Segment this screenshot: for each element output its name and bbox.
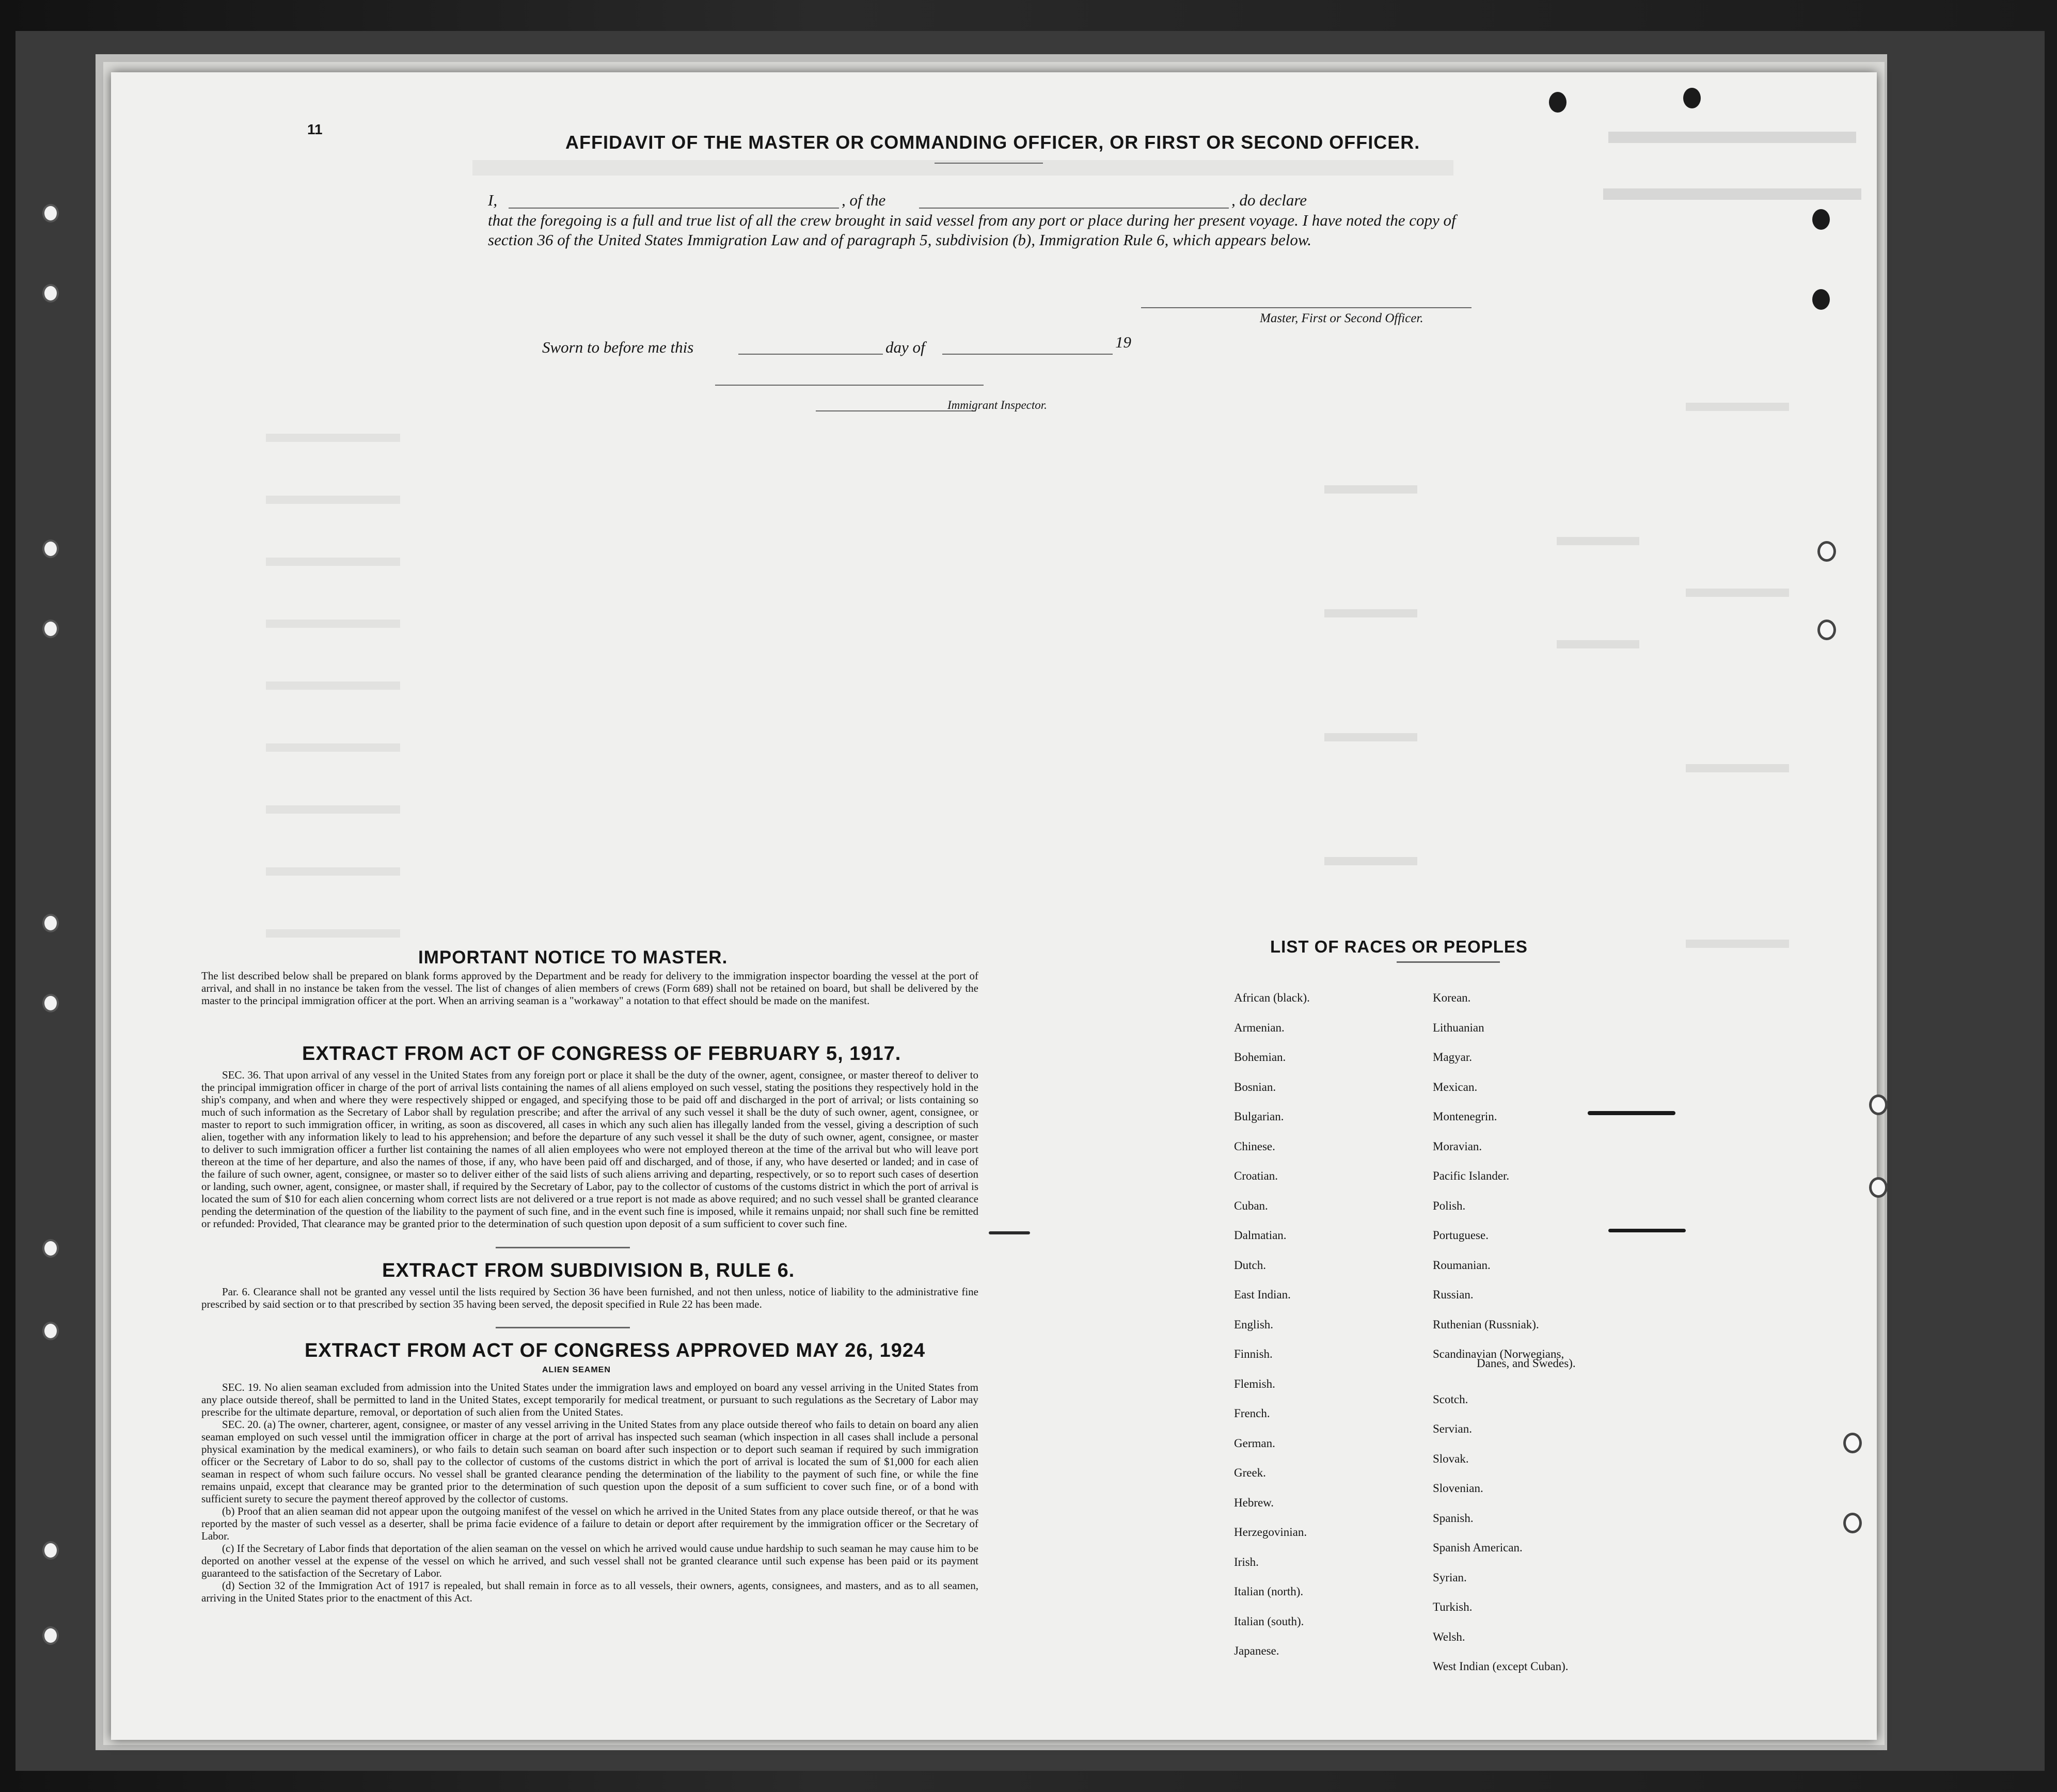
- sec-20a: SEC. 20. (a) The owner, charterer, agent, consignee, or master of any vessel arriving in the United States from any place outside thereof who fails to detain on board any alien seaman employed on such vessel until the immigration officer in charge at the port of arrival has inspected such seaman (which inspection in all cases shall include a personal physical examination by the medical examiners), or who fails to detain such seaman on board after such inspection or to deport such seaman if required by such immigration officer or the Secretary of Labor to do so, shall pay to the collector of customs of the customs district in which the port of arrival is located the sum of $1,000 for each alien seaman in respect of whom such failure occurs. No vessel shall be granted clearance pending the determination of the liability to the payment of such fine, or while the fine remains unpaid, except that clearance may be granted prior to the determination of such question upon the deposit of a sum sufficient to cover such fine, or of a bond with sufficient surety to secure the payment thereof approved by the collector of customs.: [201, 1418, 978, 1505]
- race-item: Spanish American.: [1433, 1541, 1523, 1554]
- race-item: Bosnian.: [1234, 1080, 1276, 1093]
- bleed-mark: [1686, 764, 1789, 772]
- race-item: Italian (north).: [1234, 1585, 1304, 1598]
- race-item: Mexican.: [1433, 1080, 1478, 1093]
- race-item: Spanish.: [1433, 1511, 1474, 1525]
- binder-hole: [42, 1322, 59, 1340]
- bleed-mark: [1324, 609, 1417, 617]
- sworn-label: Sworn to before me this: [542, 338, 694, 356]
- sec-20d: (d) Section 32 of the Immigration Act of 1917 is repealed, but shall remain in force as to all vessels, their owners, agents, consignees, and masters, and as to all seamen, arriving in the United States prior to the enactment of this Act.: [201, 1579, 978, 1604]
- race-item: African (black).: [1234, 991, 1310, 1004]
- race-item: Pacific Islander.: [1433, 1169, 1510, 1182]
- race-item: Ruthenian (Russniak).: [1433, 1318, 1539, 1331]
- extract-1924-subtitle: ALIEN SEAMEN: [542, 1366, 611, 1374]
- race-item: Chinese.: [1234, 1139, 1275, 1153]
- ink-smudge: [1588, 1111, 1675, 1115]
- manifest-page: [111, 72, 1877, 1740]
- race-item: Finnish.: [1234, 1347, 1273, 1360]
- binder-hole: [42, 994, 59, 1012]
- divider: [496, 1327, 630, 1328]
- punch-hole: [1812, 289, 1830, 310]
- bleed-mark: [266, 743, 400, 752]
- extract-1924-title: EXTRACT FROM ACT OF CONGRESS APPROVED MAY 26, 1924: [305, 1340, 926, 1361]
- race-item: French.: [1234, 1407, 1270, 1420]
- binder-hole: [42, 914, 59, 932]
- bleed-mark: [1686, 403, 1789, 411]
- do-declare-label: , do declare: [1231, 191, 1307, 209]
- binder-hole: [42, 284, 59, 303]
- binder-hole: [42, 1239, 59, 1258]
- race-item: Herzegovinian.: [1234, 1526, 1307, 1539]
- sec-20b: (b) Proof that an alien seaman did not appear upon the outgoing manifest of the vessel on which he arrived in the United States from any place outside thereof, or that he was reported by the master of such vessel as a deserter, shall be prima facie evidence of a failure to detain or deport after requirement by the immigration officer or the Secretary of Labor.: [201, 1505, 978, 1542]
- extract-1917-body: SEC. 36. That upon arrival of any vessel in the United States from any foreign port or place it shall be the duty of the owner, agent, consignee, or master thereof to deliver to the principal immigration officer in charge of the port of arrival lists containing the names of all aliens employed on such vessel, stating the positions they respectively hold in the ship's company, and when and where they were respectively shipped or engaged, and specifying those to be paid off and discharged in the port of arrival; or lists containing so much of such information as the Secretary of Labor shall by regulation prescribe; and after the arrival of any such vessel it shall be the duty of such owner, agent, consignee, or master to report to such immigration officer, in writing, as soon as discovered, all cases in which any such alien has illegally landed from the vessel, giving a description of such alien, together with any information likely to lead to his apprehension; and before the departure of any such vessel it shall be the duty of such owner, agent, consignee, or master to deliver to such immigration officer a further list containing the names of all alien employees who were not employed thereon at the time of the arrival but who will leave port thereon at the time of her departure, and also the names of those, if any, who have been paid off and discharged, and of those, if any, who have deserted or landed; and in case of the failure of such owner, agent, consignee, or master so to deliver either of the said lists of such aliens arriving and departing, respectively, or so to report such cases of desertion or landing, such owner, agent, consignee, or master shall, if required by the Secretary of Labor, pay to the collector of customs of the customs district in which the port of arrival is located the sum of $10 for each alien concerning whom correct lists are not delivered or a true report is not made as above required; and no such vessel shall be granted clearance pending the determination of the question of the liability to the payment of such fine, and in the event such fine is imposed, while it remains unpaid; nor shall such fine be remitted or refunded: Provided, That clearance may be granted prior to the determination of such question upon deposit of a sum sufficient to cover such fine.: [201, 1069, 978, 1230]
- master-signature-line[interactable]: [1141, 307, 1471, 308]
- race-item: West Indian (except Cuban).: [1433, 1660, 1569, 1673]
- race-item: Polish.: [1433, 1199, 1466, 1212]
- bleed-mark: [1557, 537, 1639, 545]
- race-item: Hebrew.: [1234, 1496, 1274, 1509]
- race-item: Roumanian.: [1433, 1258, 1491, 1272]
- sec-20c: (c) If the Secretary of Labor finds that deportation of the alien seaman on the vessel on which he arrived would cause undue hardship to such seaman he may cause him to be deported on another vessel at the expense of the vessel on which he arrived, and such vessel shall not be granted clearance until such expense has been paid or its payment guaranteed to the satisfaction of the Secretary of Labor.: [201, 1542, 978, 1579]
- race-item: Scandinavian (Norwegians,: [1433, 1347, 1564, 1360]
- divider: [1397, 961, 1500, 963]
- divider: [935, 163, 1043, 164]
- race-item: East Indian.: [1234, 1288, 1291, 1301]
- bleed-mark: [266, 805, 400, 814]
- race-item: Greek.: [1234, 1466, 1266, 1479]
- notice-title: IMPORTANT NOTICE TO MASTER.: [418, 947, 728, 968]
- bleed-mark: [1324, 857, 1417, 865]
- bleed-mark: [266, 558, 400, 566]
- race-item: Servian.: [1433, 1422, 1473, 1435]
- bleed-mark: [1686, 940, 1789, 948]
- sworn-month-blank[interactable]: [942, 354, 1113, 355]
- race-item: Italian (south).: [1234, 1614, 1304, 1628]
- binder-hole: [42, 1626, 59, 1645]
- race-item: Slovenian.: [1433, 1482, 1483, 1495]
- bleed-mark: [266, 867, 400, 876]
- day-of-label: day of: [885, 338, 925, 356]
- binder-hole: [42, 620, 59, 638]
- inspector-line-1[interactable]: [715, 385, 984, 386]
- punch-hole: [1817, 620, 1836, 640]
- race-item: Slovak.: [1433, 1452, 1469, 1465]
- race-item: Croatian.: [1234, 1169, 1278, 1182]
- bleed-mark: [1557, 640, 1639, 648]
- race-item: Magyar.: [1433, 1051, 1473, 1064]
- inspector-label: Immigrant Inspector.: [947, 399, 1047, 411]
- race-item: Montenegrin.: [1433, 1110, 1497, 1123]
- punch-hole: [1817, 541, 1836, 562]
- ink-smudge: [1608, 1229, 1686, 1232]
- binder-hole: [42, 1541, 59, 1560]
- punch-hole: [1812, 209, 1830, 230]
- vessel-blank[interactable]: [919, 208, 1229, 209]
- race-item: Armenian.: [1234, 1021, 1285, 1034]
- binder-hole: [42, 204, 59, 223]
- races-title: LIST OF RACES OR PEOPLES: [1270, 937, 1528, 956]
- race-item: Cuban.: [1234, 1199, 1268, 1212]
- punch-hole: [1549, 92, 1567, 113]
- race-item: Syrian.: [1433, 1571, 1467, 1584]
- race-item: Irish.: [1234, 1555, 1259, 1568]
- race-item: Bohemian.: [1234, 1051, 1286, 1064]
- race-item: English.: [1234, 1318, 1274, 1331]
- race-item: German.: [1234, 1436, 1275, 1450]
- race-item: Bulgarian.: [1234, 1110, 1284, 1123]
- race-item: Russian.: [1433, 1288, 1474, 1301]
- race-item: Japanese.: [1234, 1644, 1279, 1657]
- of-the-label: , of the: [842, 191, 886, 209]
- punch-hole: [1869, 1095, 1888, 1115]
- race-item: Turkish.: [1433, 1600, 1473, 1613]
- bleed-mark: [1603, 188, 1861, 200]
- race-item: Dalmatian.: [1234, 1229, 1287, 1242]
- punch-hole: [1843, 1433, 1862, 1453]
- year-label: 19: [1115, 333, 1131, 351]
- race-item: Lithuanian: [1433, 1021, 1484, 1034]
- bleed-mark: [266, 434, 400, 442]
- extract-rule6-title: EXTRACT FROM SUBDIVISION B, RULE 6.: [382, 1260, 795, 1281]
- race-item: Portuguese.: [1433, 1229, 1489, 1242]
- bleed-mark: [1686, 589, 1789, 597]
- divider: [496, 1247, 630, 1248]
- punch-hole: [1869, 1177, 1888, 1198]
- bleed-mark: [266, 929, 400, 938]
- extract-rule6-body: Par. 6. Clearance shall not be granted any vessel until the lists required by Section 36 have been furnished, and not then unless, notice of liability to the administrative fine prescribed by said section or to that prescribed by section 35 having been served, the deposit specified in Rule 22 has been made.: [201, 1286, 978, 1310]
- race-item: Flemish.: [1234, 1377, 1275, 1390]
- bleed-mark: [1608, 132, 1856, 143]
- race-item: Moravian.: [1433, 1139, 1482, 1153]
- bleed-mark: [266, 620, 400, 628]
- extract-1924-body: [201, 1381, 978, 1604]
- race-item: Scotch.: [1433, 1392, 1468, 1406]
- extract-1917-title: EXTRACT FROM ACT OF CONGRESS OF FEBRUARY 5, 1917.: [302, 1043, 901, 1065]
- race-item: Welsh.: [1433, 1630, 1465, 1643]
- punch-hole: [1683, 88, 1701, 108]
- affidavit-body: that the foregoing is a full and true list of all the crew brought in said vessel from any port or place during her present voyage. I have noted the copy of section 36 of the United States Immigration Law and of paragraph 5, subdivision (b), Immigration Rule 6, which appears below.: [488, 211, 1456, 249]
- race-item: Dutch.: [1234, 1258, 1266, 1272]
- page-mark: 11: [307, 121, 323, 137]
- race-item: Korean.: [1433, 991, 1471, 1004]
- punch-hole: [1843, 1513, 1862, 1533]
- sec-19: SEC. 19. No alien seaman excluded from admission into the United States under the immigration laws and employed on board any vessel arriving in the United States from any place outside thereof, shall be permitted to land in the United States, except temporarily for medical treatment, or pursuant to such regulations as the Secretary of Labor may prescribe for the ultimate departure, removal, or deportation of such alien from the United States.: [201, 1381, 978, 1418]
- i-label: I,: [488, 191, 498, 209]
- master-signature-label: Master, First or Second Officer.: [1260, 311, 1423, 325]
- affidavit-title: AFFIDAVIT OF THE MASTER OR COMMANDING OFFICER, OR FIRST OR SECOND OFFICER.: [565, 132, 1420, 153]
- name-blank[interactable]: [509, 208, 839, 209]
- bleed-mark: [266, 496, 400, 504]
- bleed-mark: [266, 681, 400, 690]
- notice-body: The list described below shall be prepared on blank forms approved by the Department and be ready for delivery to the immigration inspector boarding the vessel at the port of arrival, and shall in no instance be taken from the vessel. The list of changes of alien members of crews (Form 689) shall not be retained on board, but shall be delivered by the master to the principal immigration officer at the port. When an arriving seaman is a "workaway" a notation to that effect should be made on the manifest.: [201, 970, 978, 1007]
- ink-smudge: [989, 1231, 1030, 1234]
- race-scandinavian-cont: Danes, and Swedes).: [1477, 1357, 1576, 1370]
- bleed-mark: [1324, 485, 1417, 494]
- bleed-mark: [1324, 733, 1417, 741]
- binder-hole: [42, 540, 59, 558]
- sworn-day-blank[interactable]: [738, 354, 883, 355]
